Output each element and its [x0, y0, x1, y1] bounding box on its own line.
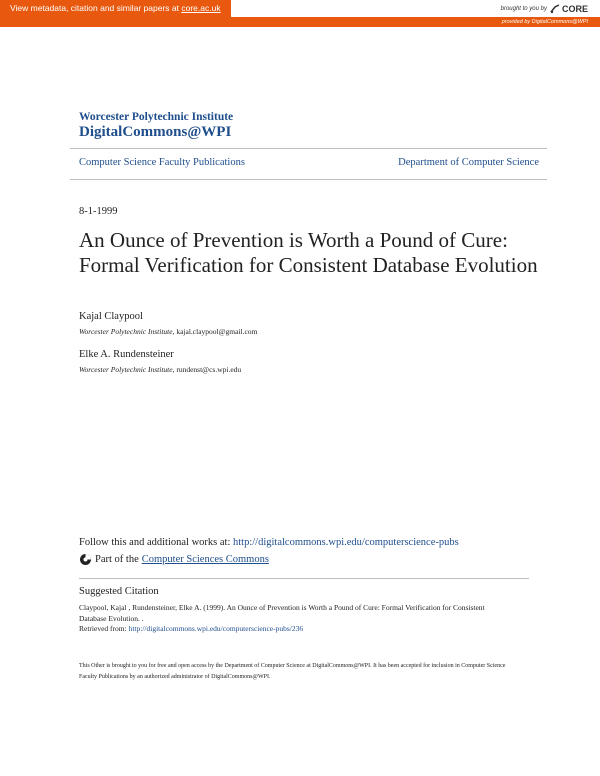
part-of-line: [79, 553, 269, 566]
provided-by[interactable]: provided by DigitalCommons@WPI: [501, 19, 588, 25]
citation-divider: [79, 578, 529, 579]
citation-text: Claypool, Kajal , Rundensteiner, Elke A. (1999). An Ounce of Prevention is Worth a Pound of Cure: Formal Verification for Consistent Database Evolution. .: [79, 603, 485, 623]
retrieved-line: [79, 624, 499, 635]
core-logo-icon: [550, 4, 560, 14]
brought-text: brought to you by: [500, 6, 547, 12]
series-link[interactable]: Computer Science Faculty Publications: [79, 157, 245, 168]
retrieved-url-link[interactable]: http://digitalcommons.wpi.edu/computerscience-pubs/236: [128, 624, 304, 633]
commons-link[interactable]: Computer Sciences Commons: [141, 554, 269, 565]
follow-url-link[interactable]: http://digitalcommons.wpi.edu/computerscience-pubs: [233, 537, 459, 548]
core-logo[interactable]: [550, 4, 588, 14]
core-banner: [0, 0, 600, 27]
author-affiliation: [79, 327, 257, 336]
affiliation-text: Worcester Polytechnic Institute: [79, 327, 173, 336]
series-row: [79, 157, 539, 168]
brought-to-you: [501, 2, 588, 16]
author-affiliation: [79, 365, 241, 374]
author-name: Elke A. Rundensteiner: [79, 349, 174, 360]
paper-title: An Ounce of Prevention is Worth a Pound of Cure: Formal Verification for Consistent Database Evolution: [79, 228, 538, 277]
divider-top: [70, 148, 547, 149]
publication-date: 8-1-1999: [79, 206, 118, 217]
citation-block: [79, 603, 499, 635]
metadata-link[interactable]: [0, 0, 231, 17]
author-email: , rundenst@cs.wpi.edu: [172, 365, 242, 374]
retrieved-prefix: Retrieved from:: [79, 624, 129, 633]
core-ac-uk-link[interactable]: core.ac.uk: [181, 3, 221, 13]
follow-line: [79, 537, 459, 548]
author-email: , kajal.claypool@gmail.com: [172, 327, 258, 336]
metadata-text: View metadata, citation and similar papers at: [10, 3, 182, 13]
department-link[interactable]: Department of Computer Science: [398, 157, 539, 168]
access-notice: This Other is brought to you for free and open access by the Department of Computer Science at DigitalCommons@WPI. It has been accepted for inclusion in Computer Science Faculty Publications by an authorized administrator of DigitalCommons@WPI.: [79, 663, 506, 680]
citation-heading: Suggested Citation: [79, 586, 159, 597]
part-of-prefix: Part of the: [95, 554, 139, 565]
repository-name[interactable]: DigitalCommons@WPI: [79, 124, 232, 140]
core-logo-text: CORE: [561, 4, 588, 14]
divider-bottom: [70, 179, 547, 180]
author-name: Kajal Claypool: [79, 311, 143, 322]
network-commons-icon: [79, 553, 92, 566]
affiliation-text: Worcester Polytechnic Institute: [79, 365, 173, 374]
follow-prefix: Follow this and additional works at:: [79, 537, 233, 548]
institution-header: [79, 110, 233, 141]
institution-name[interactable]: Worcester Polytechnic Institute: [79, 111, 234, 123]
